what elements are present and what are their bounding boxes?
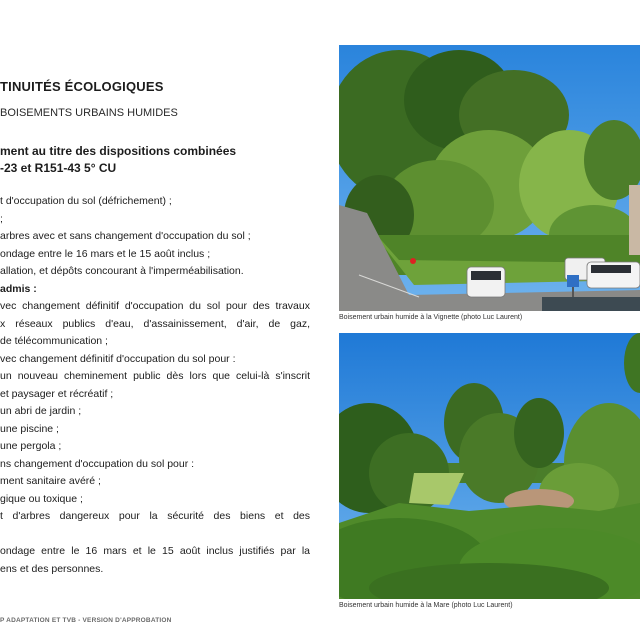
section-title: TINUITÉS ÉCOLOGIQUES [0, 79, 164, 94]
body-line: ondage entre le 16 mars et le 15 août inclus ; [0, 247, 211, 260]
body-line: t d'occupation du sol (défrichement) ; [0, 195, 172, 207]
photo-mare-caption: Boisement urbain humide à la Mare (photo Luc Laurent) [339, 602, 513, 609]
body-line: ondage entre le 16 mars et le 15 août inclus justifiés par la [0, 545, 310, 557]
page-footer: P ADAPTATION ET TVB - VERSION D'APPROBATION [0, 617, 172, 624]
regulation-heading [0, 143, 320, 177]
photo-mare [339, 333, 640, 599]
body-line: un abri de jardin ; [0, 405, 82, 417]
body-line: allation, et dépôts concourant à l'imperméabilisation. [0, 265, 244, 277]
body-line: t d'arbres dangereux pour la sécurité des biens et des [0, 510, 310, 522]
photo-vignette [339, 45, 640, 311]
regulation-body [0, 193, 310, 578]
body-line: gique ou toxique ; [0, 492, 83, 505]
body-line: vec changement définitif d'occupation du sol pour : [0, 352, 236, 365]
regulation-heading-line-2: -23 et R151-43 5° CU [0, 161, 117, 175]
body-line: ens et des personnes. [0, 562, 104, 575]
body-line: un nouveau cheminement public dès lors que celui-là s'inscrit [0, 370, 310, 382]
photo-vignette-caption: Boisement urbain humide à la Vignette (photo Luc Laurent) [339, 314, 523, 321]
body-line: ; [0, 212, 3, 225]
body-line: une pergola ; [0, 440, 62, 452]
body-line: x réseaux publics d'eau, d'assainissement, d'air, de gaz, [0, 317, 310, 330]
body-line: une piscine ; [0, 422, 59, 435]
body-line: arbres avec et sans changement d'occupation du sol ; [0, 230, 251, 242]
body-line: ment sanitaire avéré ; [0, 475, 101, 487]
body-line: et paysager et récréatif ; [0, 387, 114, 400]
section-subtitle: BOISEMENTS URBAINS HUMIDES [0, 107, 178, 119]
body-line: vec changement définitif d'occupation du sol pour des travaux [0, 300, 310, 312]
body-line: de télécommunication ; [0, 335, 108, 347]
regulation-heading-line-1: ment au titre des dispositions combinées [0, 144, 237, 158]
body-line: ns changement d'occupation du sol pour : [0, 457, 195, 470]
body-line: admis : [0, 282, 37, 295]
body-line [0, 526, 310, 544]
